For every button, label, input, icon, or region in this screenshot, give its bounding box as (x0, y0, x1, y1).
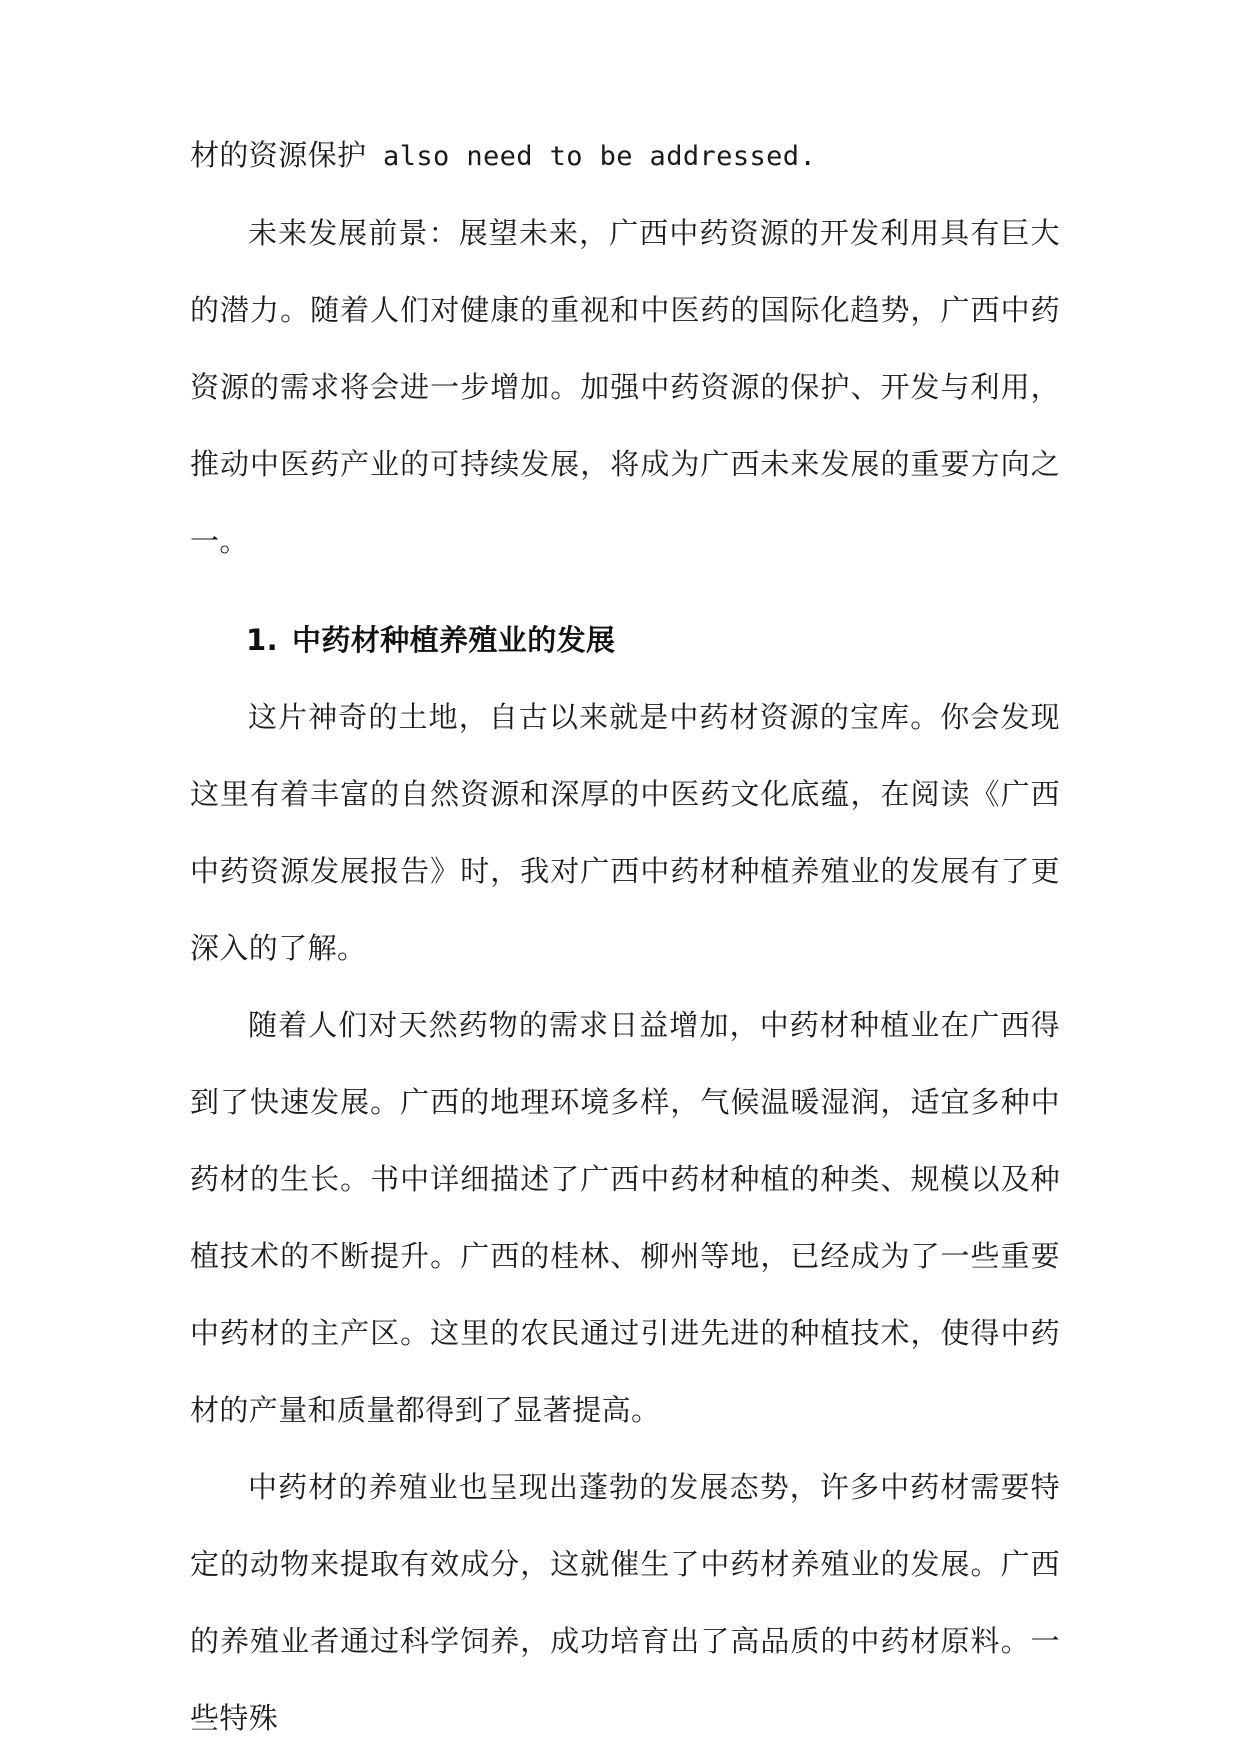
continued-text-chinese: 材的资源保护 (190, 138, 367, 172)
section-heading (190, 602, 1060, 679)
section-number: 1. (246, 623, 278, 657)
section-spacer (190, 580, 1060, 602)
document-body (190, 117, 1060, 1757)
section-title: 中药材种植养殖业的发展 (292, 623, 616, 657)
paragraph-planting: 随着人们对天然药物的需求日益增加，中药材种植业在广西得到了快速发展。广西的地理环境多样，气候温暖湿润，适宜多种中药材的生长。书中详细描述了广西中药材种植的种类、规模以及种植技术的不断提升。广西的桂林、柳州等地，已经成为了一些重要中药材的主产区。这里的农民通过引进先进的种植技术，使得中药材的产量和质量都得到了显著提高。 (190, 1008, 1060, 1427)
paragraph-breeding: 中药材的养殖业也呈现出蓬勃的发展态势，许多中药材需要特定的动物来提取有效成分，这就催生了中药材养殖业的发展。广西的养殖业者通过科学饲养，成功培育出了高品质的中药材原料。一些特殊 (190, 1470, 1060, 1735)
paragraph-future-prospects: 未来发展前景：展望未来，广西中药资源的开发利用具有巨大的潜力。随着人们对健康的重视和中医药的国际化趋势，广西中药资源的需求将会进一步增加。加强中药资源的保护、开发与利用，推动中医药产业的可持续发展，将成为广西未来发展的重要方向之一。 (190, 216, 1060, 558)
paragraph-intro: 这片神奇的土地，自古以来就是中药材资源的宝库。你会发现这里有着丰富的自然资源和深厚的中医药文化底蕴，在阅读《广西中药资源发展报告》时，我对广西中药材种植养殖业的发展有了更深入的了解。 (190, 700, 1060, 965)
continued-paragraph (190, 117, 1060, 195)
continued-text-english: also need to be addressed. (366, 141, 817, 172)
